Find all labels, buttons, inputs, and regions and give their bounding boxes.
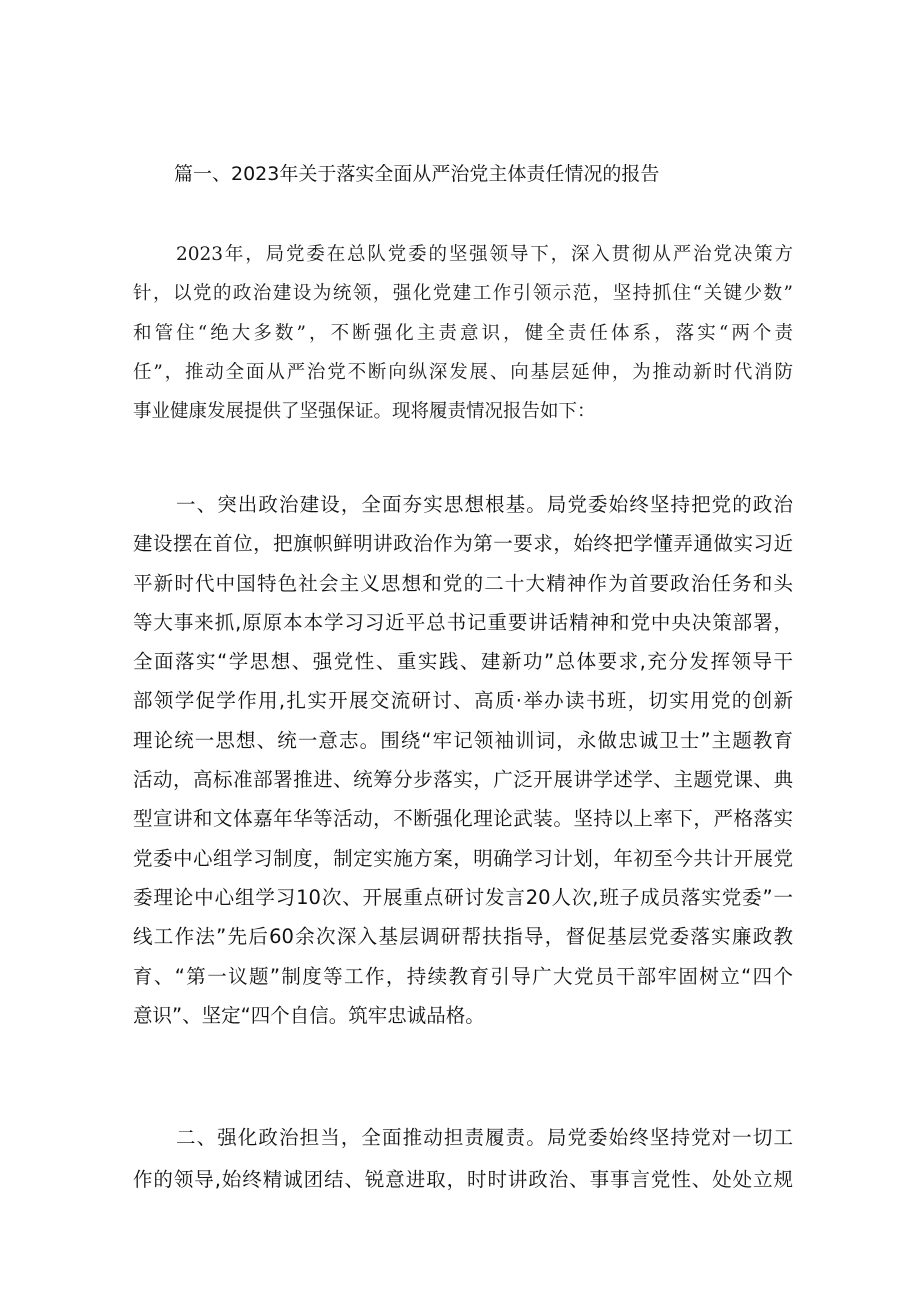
section-one-line: 等大事来抓,原原本本学习习近平总书记重要讲话精神和党中央决策部署， (133, 610, 793, 634)
section-two-line: 作的领导,始终精诚团结、锐意进取，时时讲政治、事事言党性、处处立规 (133, 1168, 793, 1191)
section-one-paragraph (133, 485, 793, 1035)
section-one-line: 党委中心组学习制度，制定实施方案，明确学习计划，年初至今共计开展党 (133, 846, 793, 870)
section-two-paragraph (133, 1117, 793, 1201)
intro-line: 事业健康发展提供了坚强保证。现将履责情况报告如下： (133, 401, 596, 423)
section-one-line: 委理论中心组学习10次、开展重点研讨发言20人次,班子成员落实党委”一 (133, 885, 793, 909)
intro-line: 针，以党的政治建设为统领，强化党建工作引领示范，坚持抓住“关键少数” (133, 283, 793, 305)
section-one-line: 活动，高标准部署推进、统筹分步落实，广泛开展讲学述学、主题党课、典 (133, 768, 793, 792)
section-two-line: 二、强化政治担当，全面推动担责履责。局党委始终坚持党对一切工 (176, 1126, 793, 1149)
section-one-line: 型宣讲和文体嘉年华等活动，不断强化理论武装。坚持以上率下，严格落实 (133, 807, 793, 831)
section-one-line: 意识”、坚定“四个自信。筑牢忠诚品格。 (133, 1003, 485, 1027)
intro-line: 任”，推动全面从严治党不断向纵深发展、向基层延伸，为推动新时代消防 (133, 361, 793, 383)
intro-line: 2023年，局党委在总队党委的坚强领导下，深入贯彻从严治党决策方 (176, 244, 793, 265)
section-one-line: 理论统一思想、统一意志。围绕“牢记领袖训词，永做忠诚卫士”主题教育 (133, 728, 793, 752)
section-one-line: 建设摆在首位，把旗帜鲜明讲政治作为第一要求，始终把学懂弄通做实习近 (133, 532, 793, 556)
section-one-line: 平新时代中国特色社会主义思想和党的二十大精神作为首要政治任务和头 (133, 571, 793, 595)
intro-line: 和管住“绝大多数”，不断强化主责意识，健全责任体系，落实“两个责 (133, 322, 793, 344)
document-title: 篇一、2023年关于落实全面从严治党主体责任情况的报告 (174, 163, 660, 185)
section-one-line: 一、突出政治建设，全面夯实思想根基。局党委始终坚持把党的政治 (176, 493, 793, 516)
section-one-line: 部领学促学作用,扎实开展交流研讨、高质·举办读书班，切实用党的创新 (133, 689, 793, 713)
section-one-line: 育、“第一议题”制度等工作，持续教育引导广大党员干部牢固树立“四个 (133, 964, 793, 988)
section-one-line: 全面落实“学思想、强党性、重实践、建新功”总体要求,充分发挥领导干 (133, 650, 793, 674)
section-one-line: 线工作法”先后60余次深入基层调研帮扶指导，督促基层党委落实廉政教 (133, 925, 793, 949)
intro-paragraph (133, 235, 793, 431)
